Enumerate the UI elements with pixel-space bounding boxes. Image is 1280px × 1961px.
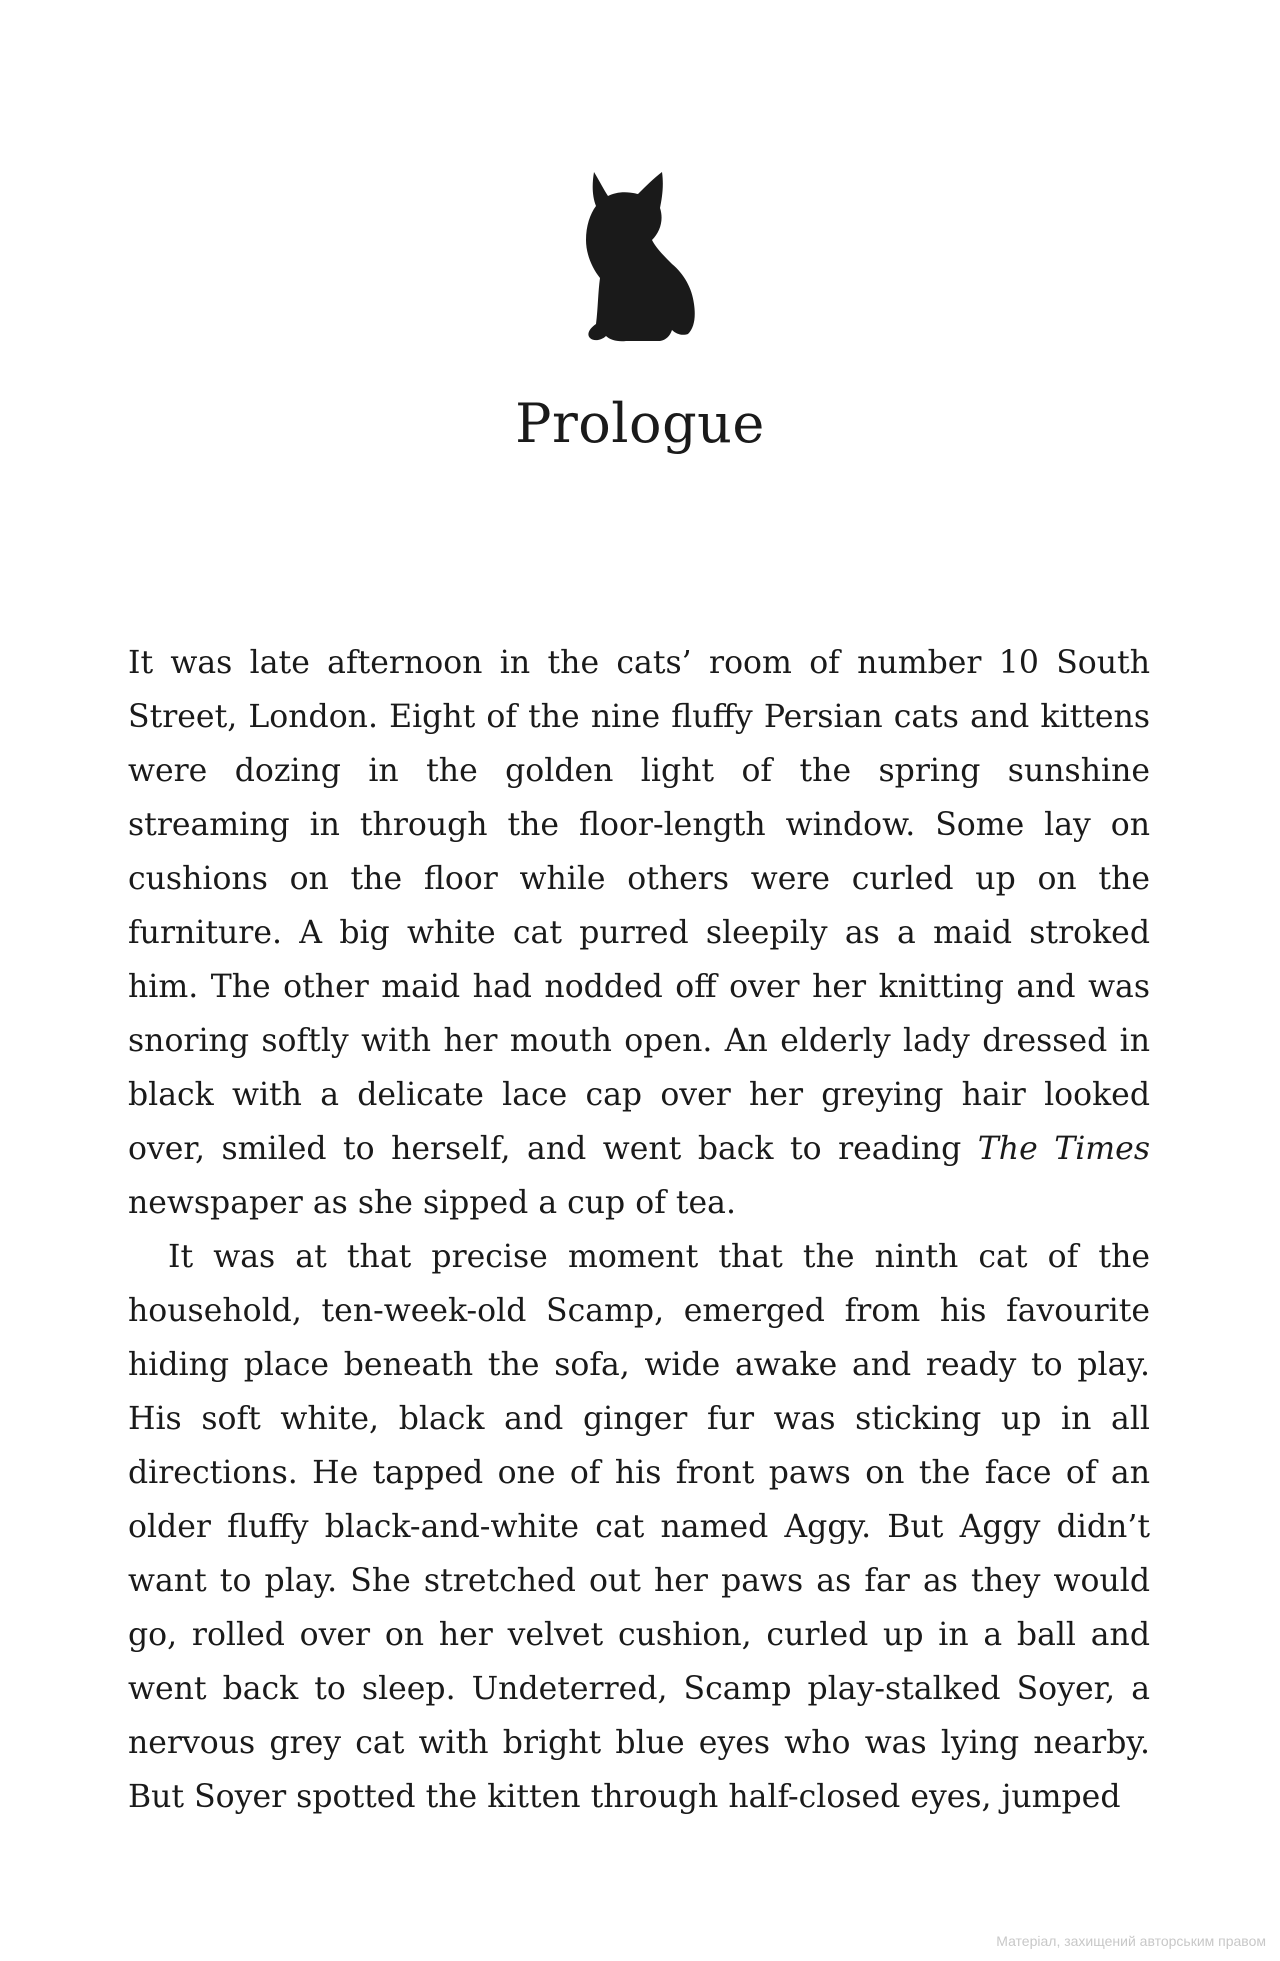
newspaper-title: The Times	[977, 1131, 1150, 1167]
paragraph-1	[128, 636, 1150, 1230]
copyright-watermark: Матеріал, захищений авторським правом	[996, 1933, 1266, 1949]
paragraph-2: It was at that precise moment that the ninth cat of the household, ten-week-old Scamp, emerged from his favourite hiding place beneath the sofa, wide awake and ready to play. His soft white, black and ginger fur was sticking up in all directions. He tapped one of his front paws on the face of an older fluffy black-and-white cat named Aggy. But Aggy didn’t want to play. She stretched out her paws as far as they would go, rolled over on her velvet cushion, curled up in a ball and went back to sleep. Undeterred, Scamp play-stalked Soyer, a nervous grey cat with bright blue eyes who was lying nearby. But Soyer spotted the kitten through half-closed eyes, jumped	[128, 1239, 1150, 1815]
prologue-body	[128, 636, 1150, 1824]
chapter-title: Prologue	[515, 392, 765, 455]
cat-silhouette-icon	[580, 168, 698, 343]
paragraph-1-end: newspaper as she sipped a cup of tea.	[128, 1185, 736, 1221]
paragraph-1-text: It was late afternoon in the cats’ room of number 10 South Street, London. Eight of the nine fluffy Persian cats and kittens were dozing in the golden light of the spring sunshine streaming in through the floor-length window. Some lay on cushions on the floor while others were curled up on the furniture. A big white cat purred sleepily as a maid stroked him. The other maid had nodded off over her knitting and was snoring softly with her mouth open. An elderly lady dressed in black with a delicate lace cap over her greying hair looked over, smiled to herself, and went back to reading	[128, 645, 1150, 1167]
